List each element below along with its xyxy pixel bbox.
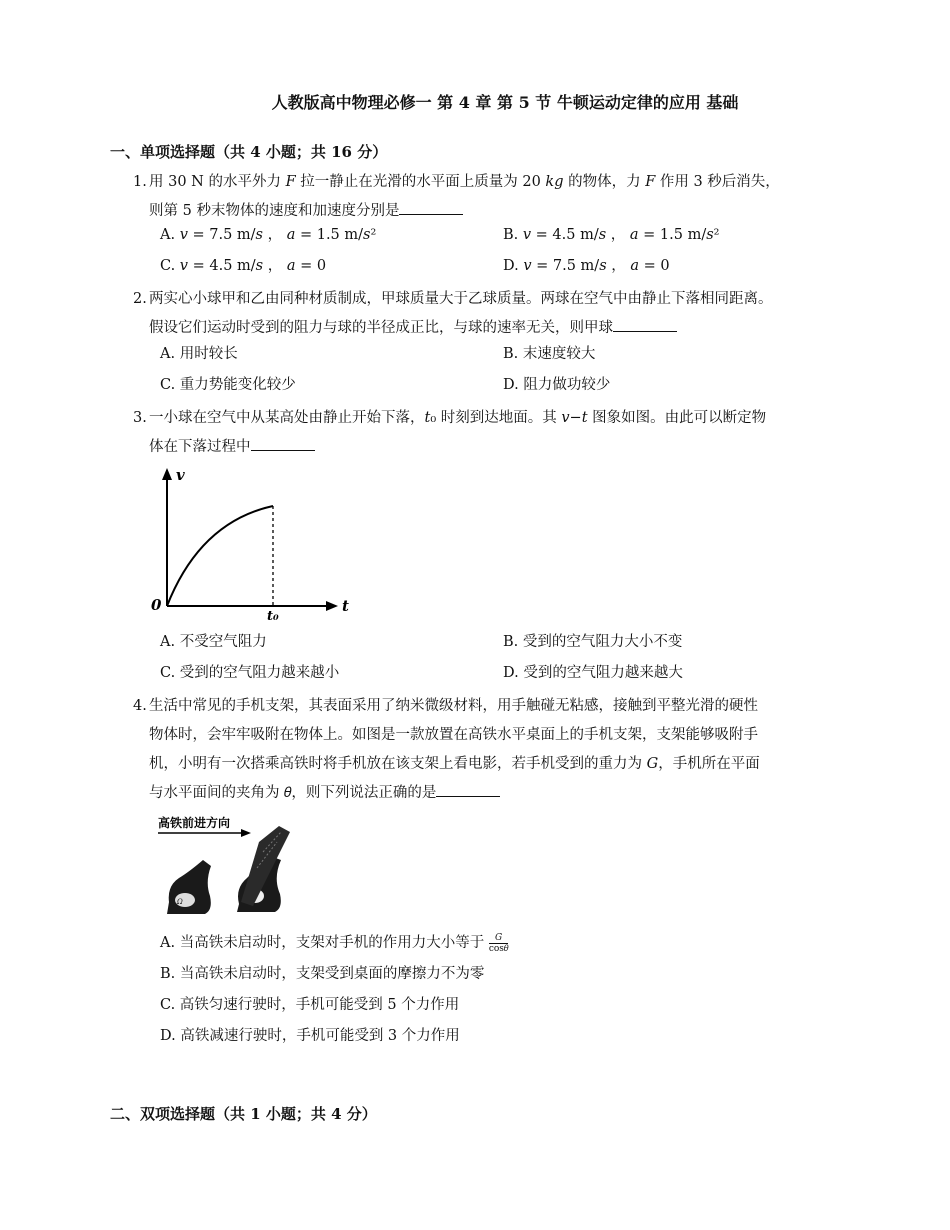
question-text-line: 则第 5 秒末物体的速度和加速度分别是	[149, 203, 400, 219]
t-axis-arrow-icon	[326, 601, 338, 611]
svg-text:Ω: Ω	[177, 898, 183, 906]
option-c[interactable]: C. 𝑣 = 4.5 m/𝑠 ， 𝑎 = 0	[160, 258, 327, 274]
direction-arrow-icon	[241, 829, 251, 837]
answer-blank[interactable]	[251, 436, 315, 451]
option-d[interactable]: D. 𝑣 = 7.5 m/𝑠 ， 𝑎 = 0	[503, 258, 670, 274]
options-3	[160, 630, 860, 692]
question-text-line: 两实心小球甲和乙由同种材质制成，甲球质量大于乙球质量。两球在空气中由静止下落相同距离。	[149, 291, 773, 307]
section-heading-single-choice: 一、单项选择题（共 4 小题；共 16 分）	[110, 143, 388, 161]
option-d[interactable]: D. 高铁减速行驶时，手机可能受到 3 个力作用	[160, 1028, 460, 1044]
v-t-curve	[167, 506, 273, 606]
option-a[interactable]: A. 𝑣 = 7.5 m/𝑠 ， 𝑎 = 1.5 m/𝑠²	[160, 227, 377, 243]
question-1	[133, 168, 853, 226]
option-a[interactable]: A. 不受空气阻力	[160, 634, 267, 650]
option-b[interactable]: B. 𝑣 = 4.5 m/𝑠 ， 𝑎 = 1.5 m/𝑠²	[503, 227, 720, 243]
question-number: 2.	[133, 291, 147, 307]
option-c[interactable]: C. 高铁匀速行驶时，手机可能受到 5 个力作用	[160, 997, 460, 1013]
answer-blank[interactable]	[436, 782, 500, 797]
question-text-line: 生活中常见的手机支架，其表面采用了纳米微级材料，用手触碰无粘感，接触到平整光滑的硬性	[149, 698, 758, 714]
t0-label: t₀	[267, 609, 279, 620]
option-a-text: A. 当高铁未启动时，支架对手机的作用力大小等于	[160, 935, 485, 951]
option-a[interactable]: A. 用时较长	[160, 346, 238, 362]
answer-blank[interactable]	[399, 200, 463, 215]
question-text-line: 假设它们运动时受到的阻力与球的半径成正比，与球的速率无关，则甲球	[149, 320, 613, 336]
option-c[interactable]: C. 重力势能变化较少	[160, 377, 296, 393]
page-title: 人教版高中物理必修一 第 4 章 第 5 节 牛顿运动定律的应用 基础	[271, 93, 739, 112]
answer-blank[interactable]	[613, 317, 677, 332]
question-3	[133, 404, 853, 462]
question-4	[133, 692, 853, 808]
v-t-graph	[145, 460, 360, 620]
question-text-line: 用 30 N 的水平外力 𝐹 拉一静止在光滑的水平面上质量为 20 𝑘𝑔 的物体，力 𝐹 作用 3 秒后消失，	[149, 174, 780, 190]
v-axis-arrow-icon	[162, 468, 172, 480]
options-1	[160, 223, 860, 285]
option-a[interactable]	[160, 931, 860, 962]
section-heading-double-choice: 二、双项选择题（共 1 小题；共 4 分）	[110, 1105, 377, 1123]
question-text-line: 机，小明有一次搭乘高铁时将手机放在该支架上看电影，若手机受到的重力为 𝐺，手机所在平面	[149, 756, 760, 772]
figure-label: 高铁前进方向	[158, 816, 231, 830]
question-text-line: 体在下落过程中	[149, 439, 251, 455]
option-d[interactable]: D. 阻力做功较少	[503, 377, 611, 393]
question-text-line: 与水平面间的夹角为 𝜃，则下列说法正确的是	[149, 785, 437, 801]
v-axis-label: v	[176, 466, 185, 484]
option-d[interactable]: D. 受到的空气阻力越来越大	[503, 665, 683, 681]
t-axis-label: t	[342, 597, 349, 615]
option-b[interactable]: B. 末速度较大	[503, 346, 596, 362]
options-2	[160, 342, 860, 404]
fraction-g-over-cos-theta: $\frac{\text{𝐺}}{\text{cos𝜃}}$	[488, 932, 509, 954]
option-b[interactable]: B. 受到的空气阻力大小不变	[503, 634, 683, 650]
origin-label: 0	[151, 596, 162, 614]
options-4	[160, 931, 860, 1055]
option-b[interactable]: B. 当高铁未启动时，支架受到桌面的摩擦力不为零	[160, 966, 485, 982]
question-2	[133, 285, 853, 343]
question-number: 4.	[133, 698, 147, 714]
question-text-line: 一小球在空气中从某高处由静止开始下落，𝑡₀ 时刻到达地面。其 𝑣−𝑡 图象如图。由此可以断定物	[149, 410, 767, 426]
phone-holder-figure	[155, 812, 300, 922]
question-text-line: 物体时，会牢牢吸附在物体上。如图是一款放置在高铁水平桌面上的手机支架，支架能够吸附手	[149, 727, 758, 743]
option-c[interactable]: C. 受到的空气阻力越来越小	[160, 665, 340, 681]
question-number: 3.	[133, 410, 147, 426]
question-number: 1.	[133, 174, 147, 190]
